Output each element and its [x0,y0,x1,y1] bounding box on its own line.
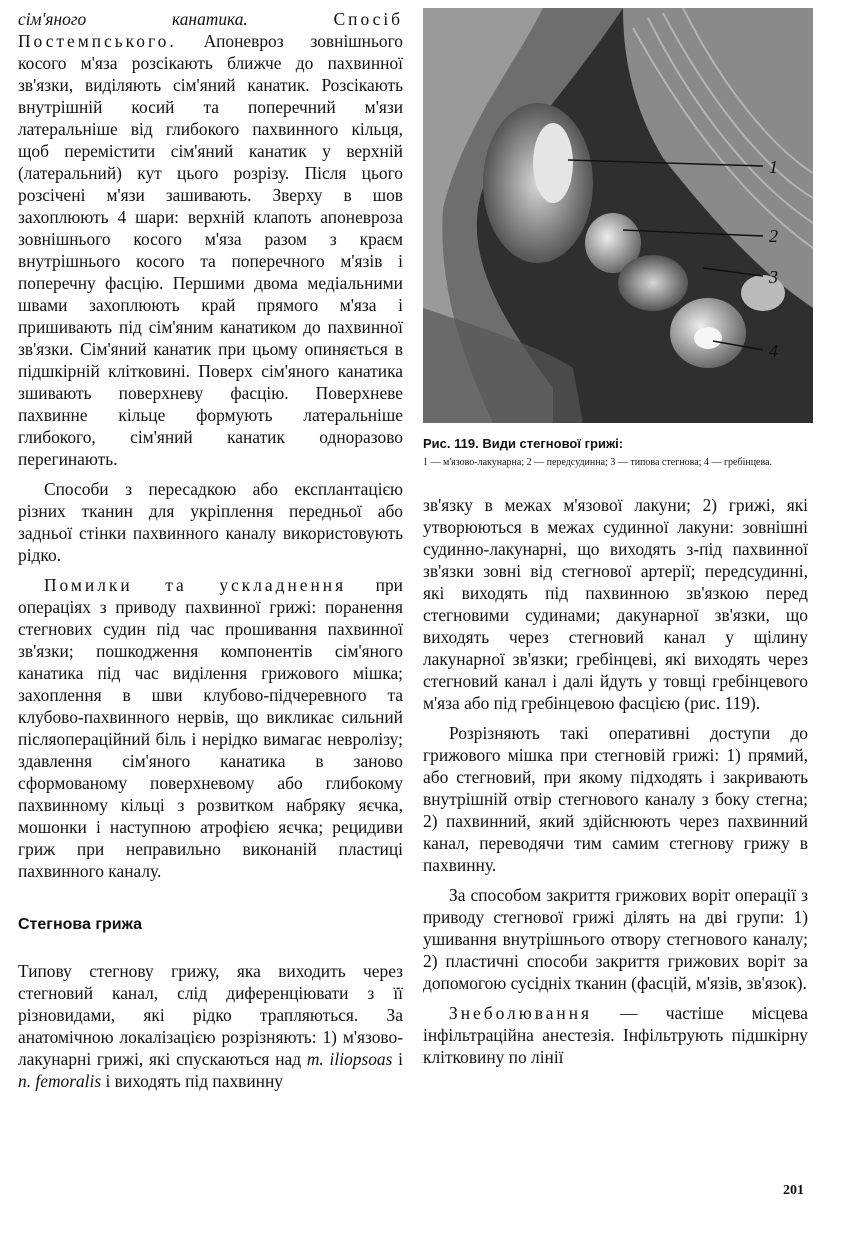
figure-label-1: 1 [769,157,778,177]
anesthesia-heading: Знеболювання [449,1003,593,1023]
complications-heading: Помилки та ускладнення [44,575,347,595]
conjunction: і [398,1049,403,1069]
femoral-tail: і виходять під пахвинну [105,1071,283,1091]
section-heading: Стегнова грижа [18,916,143,933]
left-column [18,8,403,1092]
paragraph-complications [18,574,403,882]
figure-caption-legend: 1 — м'язово-лакунарна; 2 — передсудинна; 3 — типова стегнова; 4 — гребінцева. [423,457,773,468]
paragraph-transplant: Способи з пересадкою або експлантацією різних тканин для укріплення передньої або задньої стінки пахвинного каналу використовують рідко. [18,479,403,565]
figure-label-2: 2 [769,226,778,246]
latin-term-iliopsoas: m. iliopsoas [306,1049,393,1069]
paragraph-approaches: Розрізняють такі оперативні доступи до грижового мішка при стегновій грижі: 1) прямий, або стегновий, при якому підходять і закривають внутрішній отвір стегнового каналу з боку стегна; 2) пахвинний, який здійснюють через пахвинний канал, переводячи тим самим стегнову грижу в пахвинну. [423,723,808,875]
paragraph-hernia-types: зв'язку в межах м'язової лакуни; 2) грижі, які утворюються в межах судинної лакуни: зовнішні судинно-лакунарні, що виходять з-під пахвинної зв'язки зовні від стегнової артерії; передсудинні, які виходять під пахвинною зв'язкою перед стегновими судинами; дакунарної зв'язки, що виходять через стегновий канал у щілину лакунарної зв'язки; гребінцеві, які виходять через стегновий канал і далі йдуть у товщі гребінцевого м'яза або під гребінцевою фасцією (рис. 119). [423,495,808,713]
paragraph-anesthesia [423,1002,808,1068]
paragraph-text: Апоневроз зовнішнього косого м'яза розсікають ближче до пахвинної зв'язки, виділяють сім'яний канатик. Розсікають внутрішній косий та поперечний м'язи латеральніше від глибокого пахвинного кільця, щоб перемістити сім'яний канатик у верхній (латеральний) кут цього розрізу. Після цього розсічені м'язи зашивають. Зверху в шов захоплюють 4 шари: верхній клапоть апоневроза зовнішнього косого м'яза разом з краєм внутрішнього косого та поперечного м'язів і поперечну фасцію. Першими двома медіальними швами захоплюють край прямого м'яза і пришивають під сім'яним канатиком до пахвинної зв'язки. Сім'яний канатик при цьому опиняється в підшкірній клітковині. Поверх сім'яного канатика зшивають поверхневу фасцію. Поверхневе пахвинне кільце формують латеральніше глибокого, сім'яний канатик одноразово перегинають. [18,31,403,469]
figure-illustration [423,8,813,423]
paragraph-postempski [18,8,403,470]
paragraph-closure-methods: За способом закриття грижових воріт операції з приводу стегнової грижі ділять на дві групи: 1) ушивання внутрішнього отвору стегнового каналу; 2) пластичні способи закриття грижових воріт за допомогою сусідніх тканин (фасцій, м'язів, зв'язок). [423,885,808,993]
hernia-illustration [423,8,813,423]
femoral-text: Типову стегнову грижу, яка виходить через стегновий канал, слід диференціювати з її різновидами, які рідко трапляються. За анатомічною локалізацією розрізняють: 1) м'язово-лакунарні грижі, які спускаються над [18,961,403,1069]
lead-italic: сім'яного канатика. [18,9,248,29]
anesthesia-text: — частіше місцева інфільтраційна анестезія. Інфільтрують підшкірну клітковину по лінії [423,1003,808,1067]
figure-label-3: 3 [769,267,778,287]
figure-label-4: 4 [769,341,778,361]
page-number: 201 [783,1183,804,1198]
complications-text: при операціях з приводу пахвинної грижі: поранення стегнових судин під час прошивання пахвинної зв'язки; пошкодження компонентів сім'яного канатика під час виділення грижового мішка; захоплення в шви клубово-підчеревного та клубово-пахвинного нервів, що викликає сильний післяопераційний біль і нерідко вимагає невролізу; здавлення сім'яного канатика в заново сформованому поверхневому або глибокому пахвинному кільці з розвитком набряку яєчка, мошонки і наступною атрофією яєчка; рецидиви гриж при неправильно виконаній пластиці пахвинного каналу. [18,575,403,881]
figure-caption-title: Рис. 119. Види стегнової грижі: [423,436,624,451]
right-column [423,494,808,1068]
method-name: Спосіб Постемпського. [18,9,403,51]
latin-term-femoralis: n. femoralis [18,1071,102,1091]
paragraph-femoral-hernia [18,960,403,1092]
